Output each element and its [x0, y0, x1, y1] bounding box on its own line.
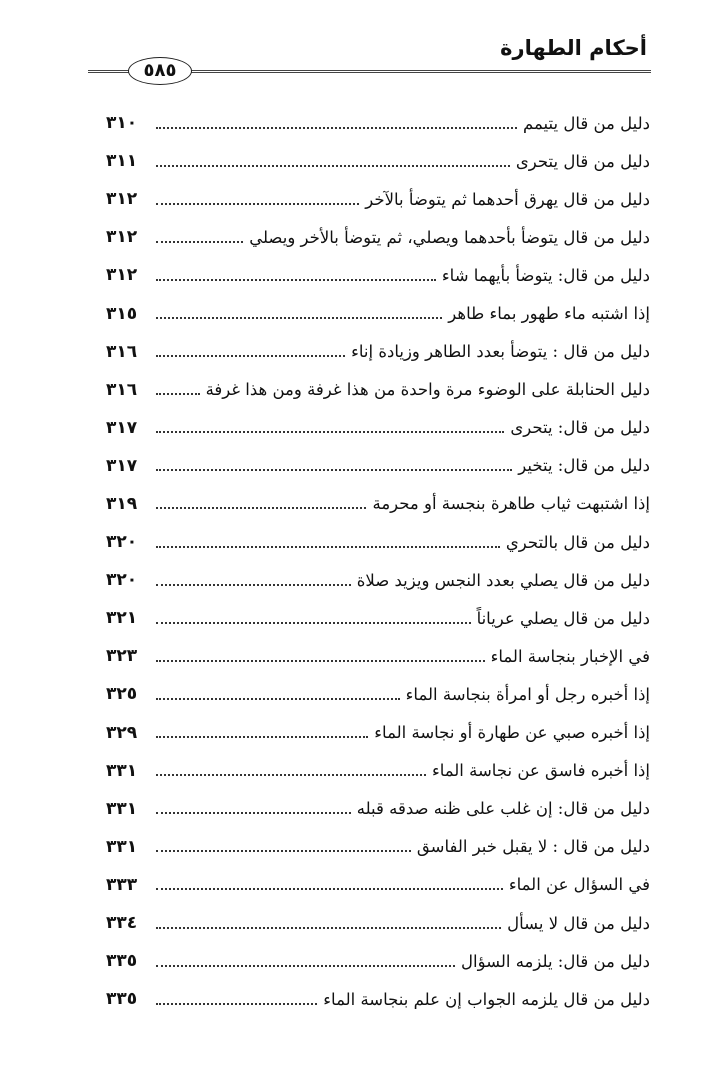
toc-entry-title: دليل من قال لا يسأل	[507, 913, 650, 933]
dot-leader	[156, 1003, 317, 1005]
toc-entry-title: دليل من قال يهرق أحدهما ثم يتوضأ بالآخر	[365, 189, 650, 209]
toc-entry	[106, 294, 650, 332]
toc-entry-title: دليل من قال: يتحرى	[510, 418, 650, 438]
toc-entry	[106, 485, 650, 523]
toc-entry-page: ٣٣٤	[106, 913, 138, 934]
toc-entry	[106, 714, 650, 752]
toc-entry	[106, 371, 650, 409]
toc-entry-title: دليل من قال : يتوضأ بعدد الطاهر وزيادة إناء	[351, 342, 650, 362]
toc-entry-page: ٣١٢	[106, 227, 138, 248]
toc-entry	[106, 180, 650, 218]
toc-entry	[106, 104, 650, 142]
dot-leader	[156, 546, 500, 548]
dot-leader	[156, 127, 517, 129]
dot-leader	[156, 736, 368, 738]
dot-leader	[156, 393, 200, 395]
toc-entry-title: في الإخبار بنجاسة الماء	[490, 646, 650, 666]
page-number-badge: ٥٨٥	[128, 57, 192, 85]
toc-entry	[106, 904, 650, 942]
toc-entry-title: دليل من قال يتيمم	[523, 113, 650, 133]
table-of-contents	[106, 104, 650, 1018]
toc-entry-page: ٣١٧	[106, 455, 138, 476]
toc-entry-page: ٣١٢	[106, 265, 138, 286]
toc-entry-page: ٣٣١	[106, 760, 138, 781]
toc-entry-title: إذا أخبره رجل أو امرأة بنجاسة الماء	[405, 684, 650, 704]
toc-entry-page: ٣٣٥	[106, 989, 138, 1010]
toc-entry-page: ٣١١	[106, 151, 138, 172]
toc-entry-title: دليل من قال : لا يقبل خبر الفاسق	[416, 837, 650, 857]
toc-entry-page: ٣٢٥	[106, 684, 138, 705]
toc-entry-title: دليل من قال: يتوضأ بأيهما شاء	[441, 265, 650, 285]
toc-entry	[106, 142, 650, 180]
toc-entry	[106, 866, 650, 904]
dot-leader	[156, 507, 366, 509]
toc-entry-page: ٣٣١	[106, 798, 138, 819]
toc-entry	[106, 752, 650, 790]
toc-entry	[106, 256, 650, 294]
toc-entry	[106, 637, 650, 675]
dot-leader	[156, 622, 471, 624]
dot-leader	[156, 812, 351, 814]
toc-entry-title: دليل من قال بالتحري	[505, 532, 650, 552]
toc-entry	[106, 523, 650, 561]
toc-entry-page: ٣١٥	[106, 303, 138, 324]
toc-entry-title: دليل من قال: إن غلب على ظنه صدقه قبله	[356, 799, 650, 819]
toc-entry	[106, 409, 650, 447]
toc-entry-page: ٣٣١	[106, 836, 138, 857]
dot-leader	[156, 203, 359, 205]
dot-leader	[156, 431, 504, 433]
toc-entry	[106, 218, 650, 256]
toc-entry-title: دليل من قال يتحرى	[515, 151, 650, 171]
toc-entry-page: ٣١٦	[106, 341, 138, 362]
toc-entry	[106, 790, 650, 828]
toc-entry-title: دليل من قال يلزمه الجواب إن علم بنجاسة الماء	[323, 989, 650, 1009]
toc-entry	[106, 980, 650, 1018]
toc-entry-page: ٣٢٠	[106, 532, 138, 553]
toc-entry-page: ٣٢١	[106, 608, 138, 629]
running-header	[0, 0, 703, 90]
dot-leader	[156, 317, 442, 319]
toc-entry-page: ٣٢٩	[106, 722, 138, 743]
toc-entry-title: دليل من قال يصلي عرياناً	[476, 608, 650, 628]
dot-leader	[156, 469, 512, 471]
toc-entry-page: ٣٣٥	[106, 951, 138, 972]
dot-leader	[156, 241, 243, 243]
toc-entry-title: إذا اشتبه ماء طهور بماء طاهر	[448, 304, 650, 324]
toc-entry-title: دليل من قال: يلزمه السؤال	[461, 951, 650, 971]
dot-leader	[156, 965, 455, 967]
dot-leader	[156, 660, 485, 662]
toc-entry-page: ٣٣٣	[106, 874, 138, 895]
dot-leader	[156, 584, 351, 586]
toc-entry-title: إذا أخبره صبي عن طهارة أو نجاسة الماء	[374, 723, 650, 743]
toc-entry-title: دليل من قال يصلي بعدد النجس ويزيد صلاة	[356, 570, 650, 590]
toc-entry-page: ٣١٢	[106, 189, 138, 210]
toc-entry-page: ٣٢٠	[106, 570, 138, 591]
toc-entry	[106, 828, 650, 866]
toc-entry-page: ٣٢٣	[106, 646, 138, 667]
toc-entry-title: دليل الحنابلة على الوضوء مرة واحدة من هذا غرفة ومن هذا غرفة	[205, 380, 650, 400]
toc-entry	[106, 675, 650, 713]
toc-entry	[106, 447, 650, 485]
toc-entry-title: دليل من قال: يتخير	[518, 456, 650, 476]
toc-entry-title: إذا اشتبهت ثياب طاهرة بنجسة أو محرمة	[372, 494, 650, 514]
dot-leader	[156, 927, 501, 929]
dot-leader	[156, 774, 426, 776]
toc-entry	[106, 561, 650, 599]
book-title: أحكام الطهارة	[500, 36, 647, 60]
toc-entry	[106, 942, 650, 980]
toc-entry-page: ٣١٧	[106, 417, 138, 438]
toc-entry-page: ٣١٩	[106, 493, 138, 514]
dot-leader	[156, 888, 503, 890]
toc-entry-page: ٣١٦	[106, 379, 138, 400]
dot-leader	[156, 279, 436, 281]
toc-entry-title: دليل من قال يتوضأ بأحدهما ويصلي، ثم يتوضأ بالأخر ويصلي	[249, 227, 650, 247]
dot-leader	[156, 355, 345, 357]
dot-leader	[156, 165, 510, 167]
toc-entry	[106, 599, 650, 637]
toc-entry	[106, 333, 650, 371]
toc-entry-title: إذا أخبره فاسق عن نجاسة الماء	[431, 761, 650, 781]
toc-entry-title: في السؤال عن الماء	[508, 875, 650, 895]
dot-leader	[156, 850, 411, 852]
dot-leader	[156, 698, 400, 700]
toc-entry-page: ٣١٠	[106, 113, 138, 134]
